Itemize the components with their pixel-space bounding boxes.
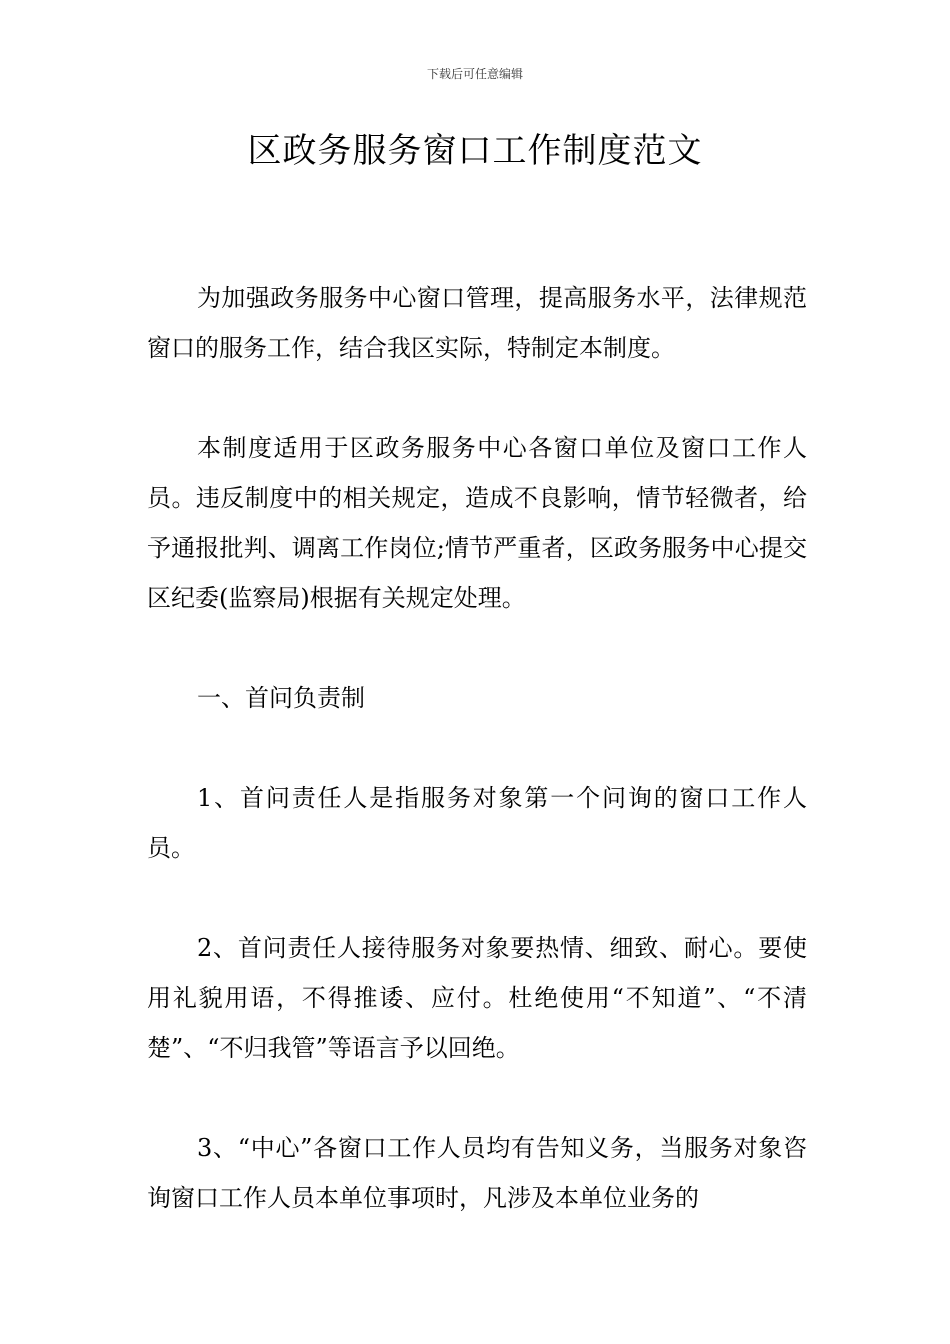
paragraph-scope: 本制度适用于区政务服务中心各窗口单位及窗口工作人员。违反制度中的相关规定，造成不良影响，情节轻微者，给予通报批判、调离工作岗位;情节严重者，区政务服务中心提交区纪委(监察局)根据有关规定处理。 bbox=[147, 434, 807, 612]
document-body bbox=[147, 273, 807, 1273]
paragraph-intro: 为加强政务服务中心窗口管理，提高服务水平，法律规范窗口的服务工作，结合我区实际，特制定本制度。 bbox=[147, 284, 807, 362]
document-title: 区政务服务窗口工作制度范文 bbox=[247, 131, 703, 171]
header-note: 下载后可任意编辑 bbox=[426, 67, 523, 81]
paragraph-item-3: 3、“中心”各窗口工作人员均有告知义务，当服务对象咨询窗口工作人员本单位事项时，凡涉及本单位业务的 bbox=[147, 1134, 807, 1212]
section-heading: 一、首问负责制 bbox=[197, 684, 365, 712]
paragraph-item-2: 2、首问责任人接待服务对象要热情、细致、耐心。要使用礼貌用语，不得推诿、应付。杜绝使用“不知道”、“不清楚”、“不归我管”等语言予以回绝。 bbox=[147, 934, 807, 1062]
paragraph-item-1: 1、首问责任人是指服务对象第一个问询的窗口工作人员。 bbox=[147, 784, 807, 862]
